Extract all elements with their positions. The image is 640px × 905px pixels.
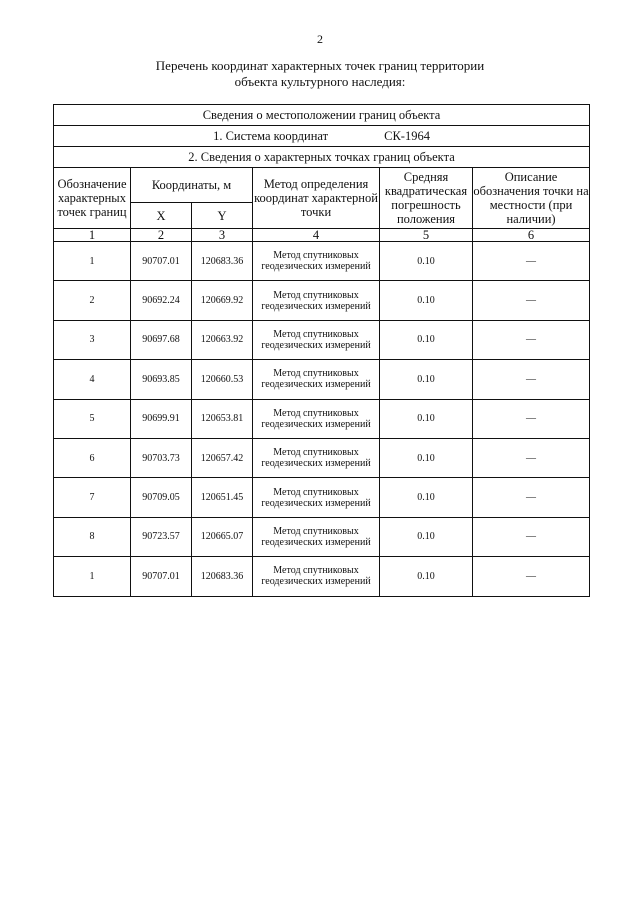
title-line-2: объекта культурного наследия: <box>234 74 406 89</box>
coordinate-x: 90703.73 <box>131 438 192 477</box>
point-number: 3 <box>54 320 131 359</box>
page-number: 2 <box>317 32 323 46</box>
point-description: — <box>473 399 590 438</box>
title-line-1: Перечень координат характерных точек границ территории <box>155 58 485 73</box>
column-number: 2 <box>131 229 192 242</box>
point-description: — <box>473 438 590 477</box>
error-value: 0.10 <box>380 399 473 438</box>
point-number: 5 <box>54 399 131 438</box>
point-number: 7 <box>54 478 131 517</box>
table-row <box>54 242 590 281</box>
point-description: — <box>473 320 590 359</box>
error-value: 0.10 <box>380 320 473 359</box>
coordinate-x: 90709.05 <box>131 478 192 517</box>
coordinate-y: 120657.42 <box>192 438 253 477</box>
document-title <box>0 58 640 90</box>
point-description: — <box>473 478 590 517</box>
column-number: 1 <box>54 229 131 242</box>
column-error: Средняя квадратическая погрешность положения <box>380 168 473 229</box>
coordinate-y: 120683.36 <box>192 242 253 281</box>
column-y: Y <box>192 203 253 229</box>
point-number: 4 <box>54 360 131 399</box>
table-body <box>54 242 590 597</box>
coordinates-table <box>53 104 590 597</box>
coordinate-x: 90693.85 <box>131 360 192 399</box>
coordinate-y: 120683.36 <box>192 557 253 596</box>
method: Метод спутниковых геодезических измерений <box>253 478 380 517</box>
coordinate-x: 90707.01 <box>131 242 192 281</box>
table-row <box>54 517 590 556</box>
coordinate-system-value: СК-1964 <box>384 128 430 143</box>
error-value: 0.10 <box>380 517 473 556</box>
error-value: 0.10 <box>380 478 473 517</box>
coordinate-x: 90699.91 <box>131 399 192 438</box>
method: Метод спутниковых геодезических измерений <box>253 557 380 596</box>
method: Метод спутниковых геодезических измерений <box>253 360 380 399</box>
coordinate-system-row <box>54 126 590 147</box>
coordinate-y: 120665.07 <box>192 517 253 556</box>
method: Метод спутниковых геодезических измерений <box>253 399 380 438</box>
column-number: 5 <box>380 229 473 242</box>
error-value: 0.10 <box>380 242 473 281</box>
point-description: — <box>473 517 590 556</box>
method: Метод спутниковых геодезических измерений <box>253 517 380 556</box>
error-value: 0.10 <box>380 438 473 477</box>
column-number: 4 <box>253 229 380 242</box>
table-header <box>54 105 590 242</box>
coordinate-y: 120663.92 <box>192 320 253 359</box>
coordinate-x: 90692.24 <box>131 281 192 320</box>
table-row <box>54 320 590 359</box>
coordinate-y: 120660.53 <box>192 360 253 399</box>
method: Метод спутниковых геодезических измерений <box>253 320 380 359</box>
method: Метод спутниковых геодезических измерений <box>253 242 380 281</box>
column-method: Метод определения координат характерной точки <box>253 168 380 229</box>
table-caption: Сведения о местоположении границ объекта <box>54 105 590 126</box>
table-row <box>54 281 590 320</box>
coordinate-y: 120653.81 <box>192 399 253 438</box>
column-numbers-row <box>54 229 590 242</box>
coordinate-x: 90723.57 <box>131 517 192 556</box>
column-number: 6 <box>473 229 590 242</box>
coordinate-system-label: 1. Система координат <box>213 128 329 143</box>
point-description: — <box>473 557 590 596</box>
point-description: — <box>473 281 590 320</box>
error-value: 0.10 <box>380 281 473 320</box>
points-header: 2. Сведения о характерных точках границ объекта <box>54 147 590 168</box>
point-number: 2 <box>54 281 131 320</box>
method: Метод спутниковых геодезических измерений <box>253 438 380 477</box>
point-description: — <box>473 360 590 399</box>
column-designation: Обозначение характерных точек границ <box>54 168 131 229</box>
method: Метод спутниковых геодезических измерений <box>253 281 380 320</box>
table-row <box>54 399 590 438</box>
point-description: — <box>473 242 590 281</box>
column-number: 3 <box>192 229 253 242</box>
column-coordinates: Координаты, м <box>131 168 253 203</box>
coordinate-x: 90697.68 <box>131 320 192 359</box>
table-row <box>54 557 590 596</box>
error-value: 0.10 <box>380 557 473 596</box>
error-value: 0.10 <box>380 360 473 399</box>
coordinate-y: 120651.45 <box>192 478 253 517</box>
point-number: 1 <box>54 557 131 596</box>
coordinate-y: 120669.92 <box>192 281 253 320</box>
point-number: 8 <box>54 517 131 556</box>
coordinate-x: 90707.01 <box>131 557 192 596</box>
point-number: 1 <box>54 242 131 281</box>
point-number: 6 <box>54 438 131 477</box>
column-x: X <box>131 203 192 229</box>
column-description: Описание обозначения точки на местности (при наличии) <box>473 168 590 229</box>
table-row <box>54 360 590 399</box>
table-row <box>54 478 590 517</box>
table-row <box>54 438 590 477</box>
